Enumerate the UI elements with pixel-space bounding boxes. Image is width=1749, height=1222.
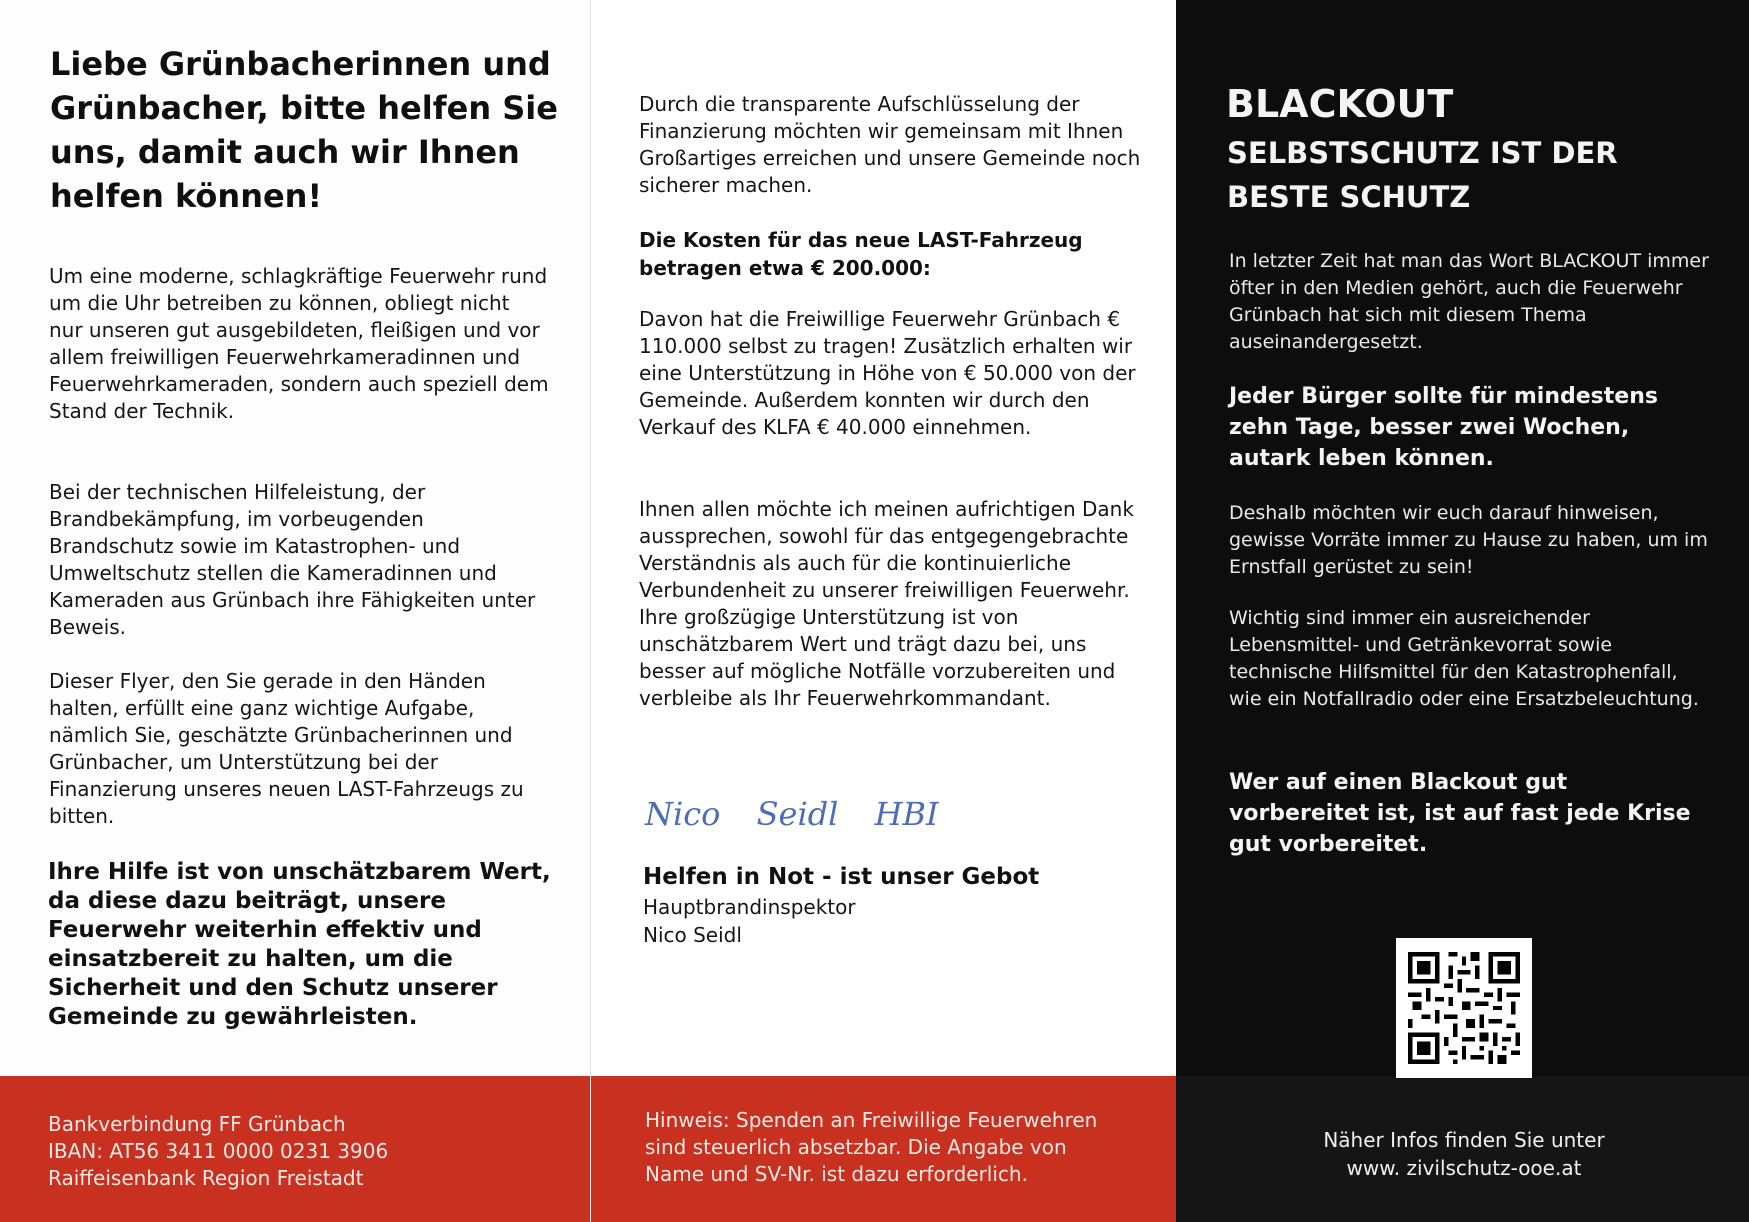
left-panel: [0, 0, 590, 1222]
motto: Helfen in Not - ist unser Gebot: [643, 864, 1040, 890]
bank-institute-line: Raiffeisenbank Region Freistadt: [48, 1166, 364, 1190]
right-paragraph-3: Wichtig sind immer ein ausreichender Lebensmittel- und Getränkevorrat sowie technische Hilfsmittel für den Katastrophenfall, wie ein Notfallradio oder eine Ersatzbeleuchtung.: [1229, 607, 1699, 710]
middle-paragraph-1: Durch die transparente Aufschlüsselung der Finanzierung möchten wir gemeinsam mit Ihnen Großartiges erreichen und unsere Gemeinde noch sicherer machen.: [639, 92, 1141, 197]
tax-note-line-1: Hinweis: Spenden an Freiwillige Feuerwehren: [645, 1108, 1098, 1132]
tax-note-line-2: sind steuerlich absetzbar. Die Angabe von: [645, 1135, 1067, 1159]
handwritten-signature: Nico Seidl HBI: [645, 795, 939, 833]
left-paragraph-3: Dieser Flyer, den Sie gerade in den Händen halten, erfüllt eine ganz wichtige Aufgabe, nämlich Sie, geschätzte Grünbacherinnen und Grünbacher, um Unterstützung bei der Finanzierung unseres neuen LAST-Fahrzeugs zu bitten.: [49, 669, 524, 828]
tax-note-line-3: Name und SV-Nr. ist dazu erforderlich.: [645, 1162, 1028, 1186]
right-paragraph-2: Deshalb möchten wir euch darauf hinweisen, gewisse Vorräte immer zu Hause zu haben, um im Ernstfall gerüstet zu sein!: [1229, 502, 1708, 578]
website-link[interactable]: www. zivilschutz-ooe.at: [1346, 1156, 1582, 1180]
bank-details: [48, 1111, 548, 1192]
right-paragraph-1: In letzter Zeit hat man das Wort BLACKOUT immer öfter in den Medien gehört, auch die Feuerwehr Grünbach hat sich mit diesem Thema auseinandergesetzt.: [1229, 250, 1709, 353]
bank-name-line: Bankverbindung FF Grünbach: [48, 1112, 346, 1136]
right-bold-paragraph-1: Jeder Bürger sollte für mindestens zehn Tage, besser zwei Wochen, autark leben können.: [1229, 384, 1658, 471]
blackout-title: BLACKOUT: [1226, 82, 1454, 126]
qr-code[interactable]: [1396, 938, 1532, 1078]
info-text: [1236, 1126, 1692, 1182]
right-panel: [1176, 0, 1749, 1222]
left-headline: Liebe Grünbacherinnen und Grünbacher, bitte helfen Sie uns, damit auch wir Ihnen helfen können!: [50, 45, 558, 215]
middle-panel: [590, 0, 1176, 1222]
left-paragraph-1: Um eine moderne, schlagkräftige Feuerwehr rund um die Uhr betreiben zu können, obliegt nicht nur unseren gut ausgebildeten, fleißigen und vor allem freiwilligen Feuerwehrkameradinnen und Feuerwehrkameraden, sondern auch speziell dem Stand der Technik.: [49, 264, 549, 423]
left-paragraph-2: Bei der technischen Hilfeleistung, der Brandbekämpfung, im vorbeugenden Brandschutz sowie im Katastrophen- und Umweltschutz stellen die Kameradinnen und Kameraden aus Grünbach ihre Fähigkeiten unter Beweis.: [49, 480, 536, 639]
cost-heading: Die Kosten für das neue LAST-Fahrzeug betragen etwa € 200.000:: [639, 228, 1083, 280]
left-bold-paragraph: Ihre Hilfe ist von unschätzbarem Wert, da diese dazu beiträgt, unsere Feuerwehr weiterhin effektiv und einsatzbereit zu halten, um die Sicherheit und den Schutz unserer Gemeinde zu gewährleisten.: [48, 859, 551, 1030]
signatory-name: Nico Seidl: [643, 923, 742, 947]
blackout-subtitle: SELBSTSCHUTZ IST DER BESTE SCHUTZ: [1227, 136, 1618, 214]
signatory-rank: Hauptbrandinspektor: [643, 895, 856, 919]
right-bold-paragraph-2: Wer auf einen Blackout gut vorbereitet ist, ist auf fast jede Krise gut vorbereitet.: [1229, 770, 1691, 857]
middle-paragraph-3: Ihnen allen möchte ich meinen aufrichtigen Dank aussprechen, sowohl für das entgegengebrachte Verständnis als auch für die kontinuierliche Verbundenheit zu unserer freiwilligen Feuerwehr. Ihre großzügige Unterstützung ist von unschätzbarem Wert und trägt dazu bei, uns besser auf mögliche Notfälle vorzubereiten und verbleibe als Ihr Feuerwehrkommandant.: [639, 497, 1134, 710]
signatory: [643, 893, 856, 949]
qr-code-icon: [1408, 950, 1520, 1066]
info-line: Näher Infos finden Sie unter: [1323, 1128, 1605, 1152]
iban-line: IBAN: AT56 3411 0000 0231 3906: [48, 1139, 389, 1163]
tax-note: [645, 1107, 1165, 1188]
middle-paragraph-2: Davon hat die Freiwillige Feuerwehr Grünbach € 110.000 selbst zu tragen! Zusätzlich erhalten wir eine Unterstützung in Höhe von € 50.000 von der Gemeinde. Außerdem konnten wir durch den Verkauf des KLFA € 40.000 einnehmen.: [639, 307, 1136, 439]
